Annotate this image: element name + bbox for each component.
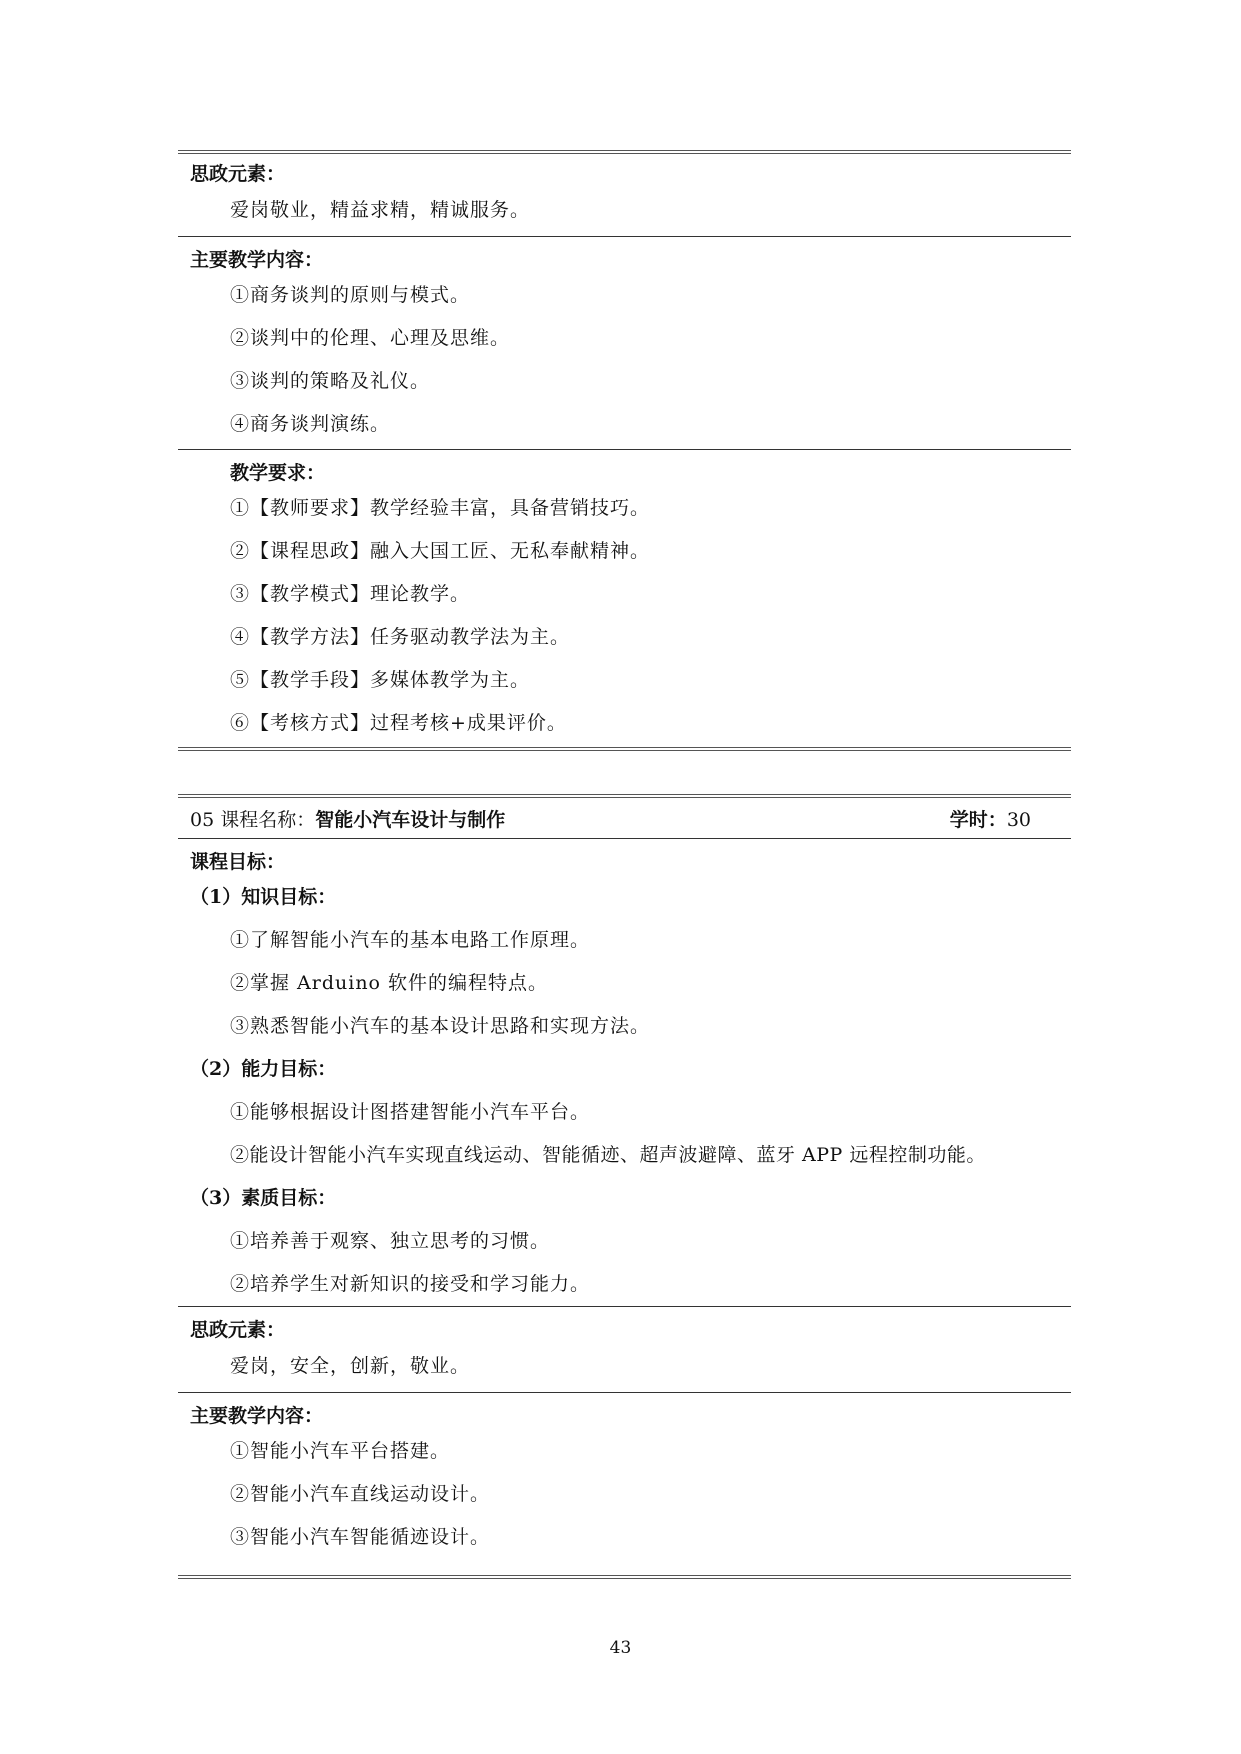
ability-heading: （2）能力目标： [190, 1058, 337, 1080]
divider [178, 449, 1071, 450]
divider [178, 236, 1071, 237]
divider [178, 1306, 1071, 1307]
course-hours: 学时：30 [949, 808, 1031, 831]
sizheng-text: 爱岗敬业，精益求精，精诚服务。 [230, 199, 531, 221]
list-item: ⑥【考核方式】过程考核+成果评价。 [230, 712, 567, 734]
list-item: ②智能小汽车直线运动设计。 [230, 1483, 491, 1505]
list-item: ②培养学生对新知识的接受和学习能力。 [230, 1273, 591, 1295]
content-heading: 主要教学内容： [190, 1405, 324, 1427]
requirements-block-1 [178, 453, 1071, 745]
list-item: ①商务谈判的原则与模式。 [230, 284, 471, 306]
list-item: ①能够根据设计图搭建智能小汽车平台。 [230, 1101, 591, 1123]
list-item: ②掌握 Arduino 软件的编程特点。 [230, 972, 549, 994]
sizheng-block-1 [178, 150, 1071, 232]
list-item: ②【课程思政】融入大国工匠、无私奉献精神。 [230, 540, 651, 562]
content-heading: 主要教学内容： [190, 249, 324, 271]
content-block-1 [178, 240, 1071, 446]
sizheng-text: 爱岗，安全，创新，敬业。 [230, 1355, 471, 1377]
quality-heading: （3）素质目标： [190, 1187, 337, 1209]
list-item: ①培养善于观察、独立思考的习惯。 [230, 1230, 551, 1252]
sizheng-heading: 思政元素： [190, 163, 286, 185]
divider [178, 838, 1071, 839]
sizheng-heading: 思政元素： [190, 1319, 286, 1341]
list-item: ③【教学模式】理论教学。 [230, 583, 471, 605]
list-item: ②能设计智能小汽车实现直线运动、智能循迹、超声波避障、蓝牙 APP 远程控制功能。 [230, 1144, 986, 1166]
list-item: ①了解智能小汽车的基本电路工作原理。 [230, 929, 591, 951]
requirements-heading: 教学要求： [230, 462, 326, 484]
knowledge-heading: （1）知识目标： [190, 886, 337, 908]
course-title: 05 课程名称：智能小汽车设计与制作 [190, 808, 506, 831]
page-number: 43 [609, 1638, 632, 1658]
list-item: ④【教学方法】任务驱动教学法为主。 [230, 626, 571, 648]
list-item: ②谈判中的伦理、心理及思维。 [230, 327, 511, 349]
list-item: ③熟悉智能小汽车的基本设计思路和实现方法。 [230, 1015, 651, 1037]
list-item: ③谈判的策略及礼仪。 [230, 370, 431, 392]
section-end-rule [178, 1572, 1071, 1579]
list-item: ①智能小汽车平台搭建。 [230, 1440, 451, 1462]
divider [178, 1392, 1071, 1393]
goals-block [178, 842, 1071, 1306]
list-item: ⑤【教学手段】多媒体教学为主。 [230, 669, 531, 691]
course-title-row [178, 794, 1071, 838]
content-block-2 [178, 1396, 1071, 1559]
list-item: ①【教师要求】教学经验丰富，具备营销技巧。 [230, 497, 651, 519]
section-end-rule [178, 744, 1071, 751]
sizheng-block-2 [178, 1310, 1071, 1388]
list-item: ③智能小汽车智能循迹设计。 [230, 1526, 491, 1548]
goals-heading: 课程目标： [190, 851, 286, 873]
list-item: ④商务谈判演练。 [230, 413, 391, 435]
